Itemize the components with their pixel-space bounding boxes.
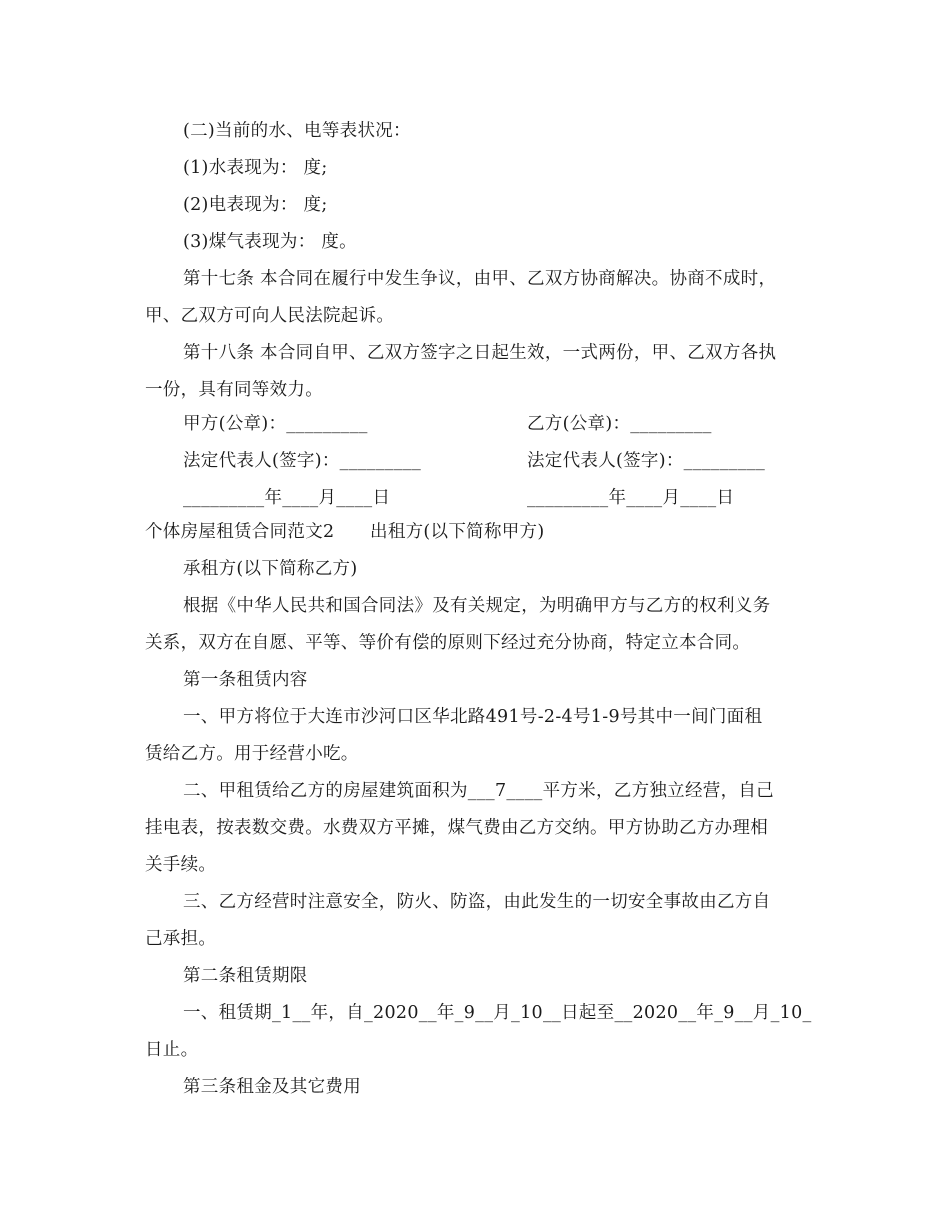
lessee-line: 承租方(以下简称乙方) [183,559,358,579]
article-17-line-2: 甲、乙双方可向人民法院起诉。 [145,306,395,326]
water-meter-line: (1)水表现为： 度; [183,158,328,178]
article-1-item-1-line-2: 赁给乙方。用于经营小吃。 [145,744,359,764]
party-a-seal: 甲方(公章)：_________ [183,414,368,434]
article-18-line-2: 一份，具有同等效力。 [145,380,323,400]
party-b-date: _________年____月____日 [527,488,735,508]
article-1-item-2-line-1: 二、甲租赁给乙方的房屋建筑面积为___7____平方米，乙方独立经营，自己 [183,781,774,801]
preamble-line-2: 关系，双方在自愿、平等、等价有偿的原则下经过充分协商，特定立本合同。 [145,633,751,653]
gas-meter-line: (3)煤气表现为： 度。 [183,232,357,252]
party-b-representative: 法定代表人(签字)：_________ [527,451,766,471]
party-a-representative: 法定代表人(签字)：_________ [183,451,422,471]
contract-2-title: 个体房屋租赁合同范文2 出租方(以下简称甲方) [145,522,545,542]
preamble-line-1: 根据《中华人民共和国合同法》及有关规定，为明确甲方与乙方的权利义务 [183,596,771,616]
article-1-heading: 第一条租赁内容 [183,670,308,690]
electric-meter-line: (2)电表现为： 度; [183,195,328,215]
article-1-item-3-line-2: 己承担。 [145,929,217,949]
article-18-line-1: 第十八条 本合同自甲、乙双方签字之日起生效，一式两份，甲、乙双方各执 [183,343,777,363]
article-1-item-3-line-1: 三、乙方经营时注意安全，防火、防盗，由此发生的一切安全事故由乙方自 [183,892,771,912]
article-17-line-1: 第十七条 本合同在履行中发生争议，由甲、乙双方协商解决。协商不成时， [183,269,777,289]
meter-status-heading: (二)当前的水、电等表状况： [183,121,411,141]
article-1-item-2-line-2: 挂电表，按表数交费。水费双方平摊，煤气费由乙方交纳。甲方协助乙方办理相 [145,818,768,838]
article-1-item-1-line-1: 一、甲方将位于大连市沙河口区华北路491号-2-4号1-9号其中一间门面租 [183,707,763,727]
article-3-heading: 第三条租金及其它费用 [183,1077,361,1097]
article-2-heading: 第二条租赁期限 [183,966,308,986]
party-b-seal: 乙方(公章)：_________ [527,414,712,434]
article-1-item-2-line-3: 关手续。 [145,855,217,875]
party-a-date: _________年____月____日 [183,488,391,508]
article-2-item-1-line-1: 一、租赁期_1__年，自_2020__年_9__月_10__日起至__2020__年_9__月_10_ [183,1003,812,1023]
article-2-item-1-line-2: 日止。 [145,1040,199,1060]
